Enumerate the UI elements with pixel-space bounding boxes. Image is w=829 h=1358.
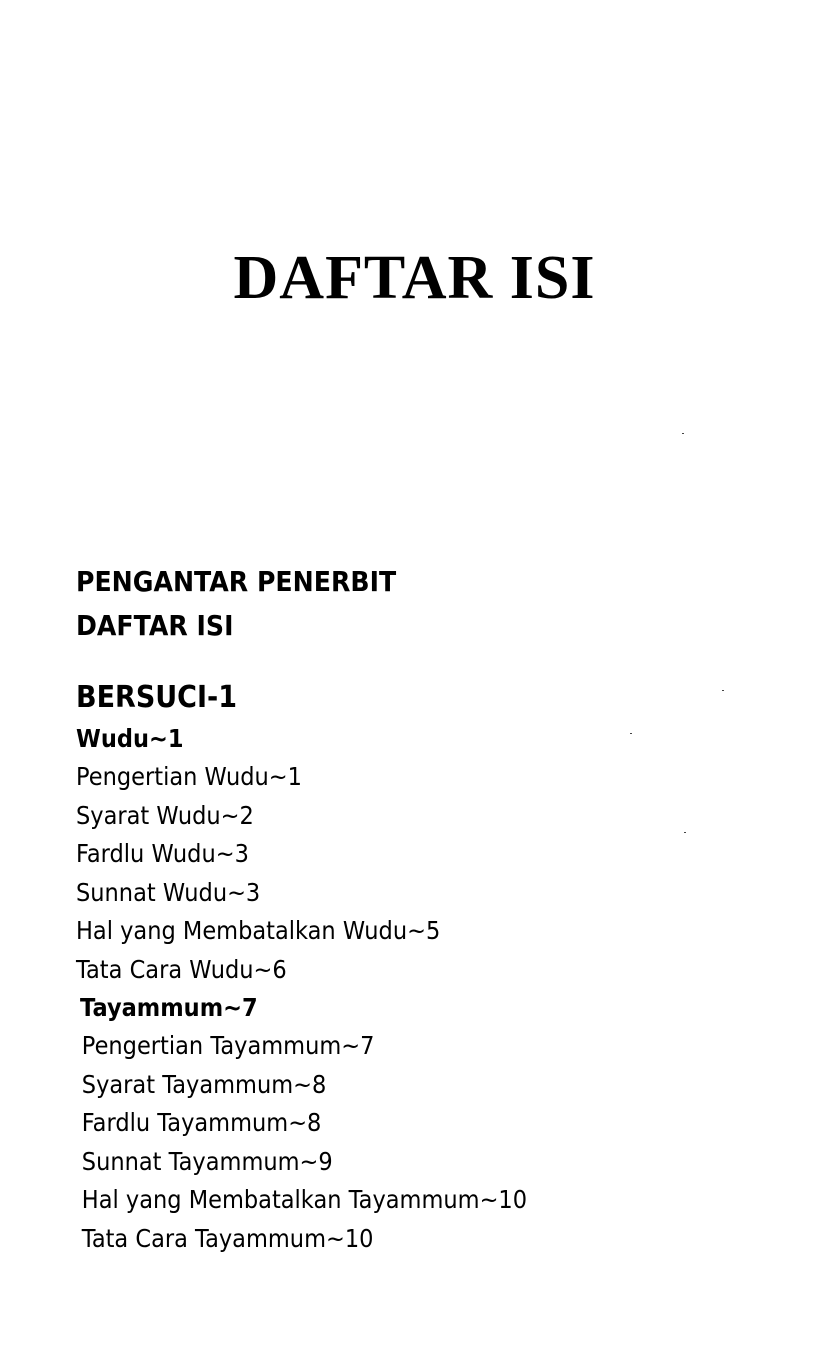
scan-speck (722, 690, 724, 691)
toc-entry[interactable]: Tata Cara Tayammum~10 (81, 1223, 374, 1253)
scan-speck (630, 733, 632, 734)
toc-entry[interactable]: Hal yang Membatalkan Tayammum~10 (81, 1185, 528, 1214)
toc-entry[interactable]: Pengertian Tayammum~7 (81, 1031, 375, 1060)
toc-entry[interactable]: Syarat Wudu~2 (76, 800, 254, 830)
chapter-heading[interactable]: BERSUCI-1 (76, 680, 238, 715)
scan-speck (684, 832, 686, 833)
toc-entry-daftar-isi[interactable]: DAFTAR ISI (76, 609, 234, 642)
toc-entry[interactable]: Syarat Tayammum~8 (81, 1069, 327, 1099)
toc-entry[interactable]: Sunnat Tayammum~9 (81, 1146, 333, 1176)
section-heading-tayammum[interactable]: Tayammum~7 (80, 993, 258, 1022)
page-title: DAFTAR ISI (233, 244, 596, 312)
section-tayammum (76, 989, 796, 1258)
toc-entry-pengantar-penerbit[interactable]: PENGANTAR PENERBIT (76, 565, 397, 598)
toc-entry[interactable]: Tata Cara Wudu~6 (76, 954, 287, 984)
toc-entry[interactable]: Fardlu Wudu~3 (76, 839, 249, 868)
section-heading-wudu[interactable]: Wudu~1 (76, 724, 184, 753)
toc-entry[interactable]: Hal yang Membatalkan Wudu~5 (76, 916, 441, 945)
section-wudu (76, 720, 796, 989)
front-matter-list (76, 560, 796, 648)
table-of-contents (76, 560, 796, 1258)
section-wudu-entries (76, 758, 796, 989)
chapter-bersuci (76, 676, 796, 1258)
toc-entry[interactable]: Fardlu Tayammum~8 (81, 1108, 322, 1137)
toc-entry[interactable]: Sunnat Wudu~3 (76, 877, 261, 907)
scan-speck (682, 433, 684, 434)
toc-entry[interactable]: Pengertian Wudu~1 (76, 762, 302, 791)
section-tayammum-entries (80, 1027, 796, 1258)
